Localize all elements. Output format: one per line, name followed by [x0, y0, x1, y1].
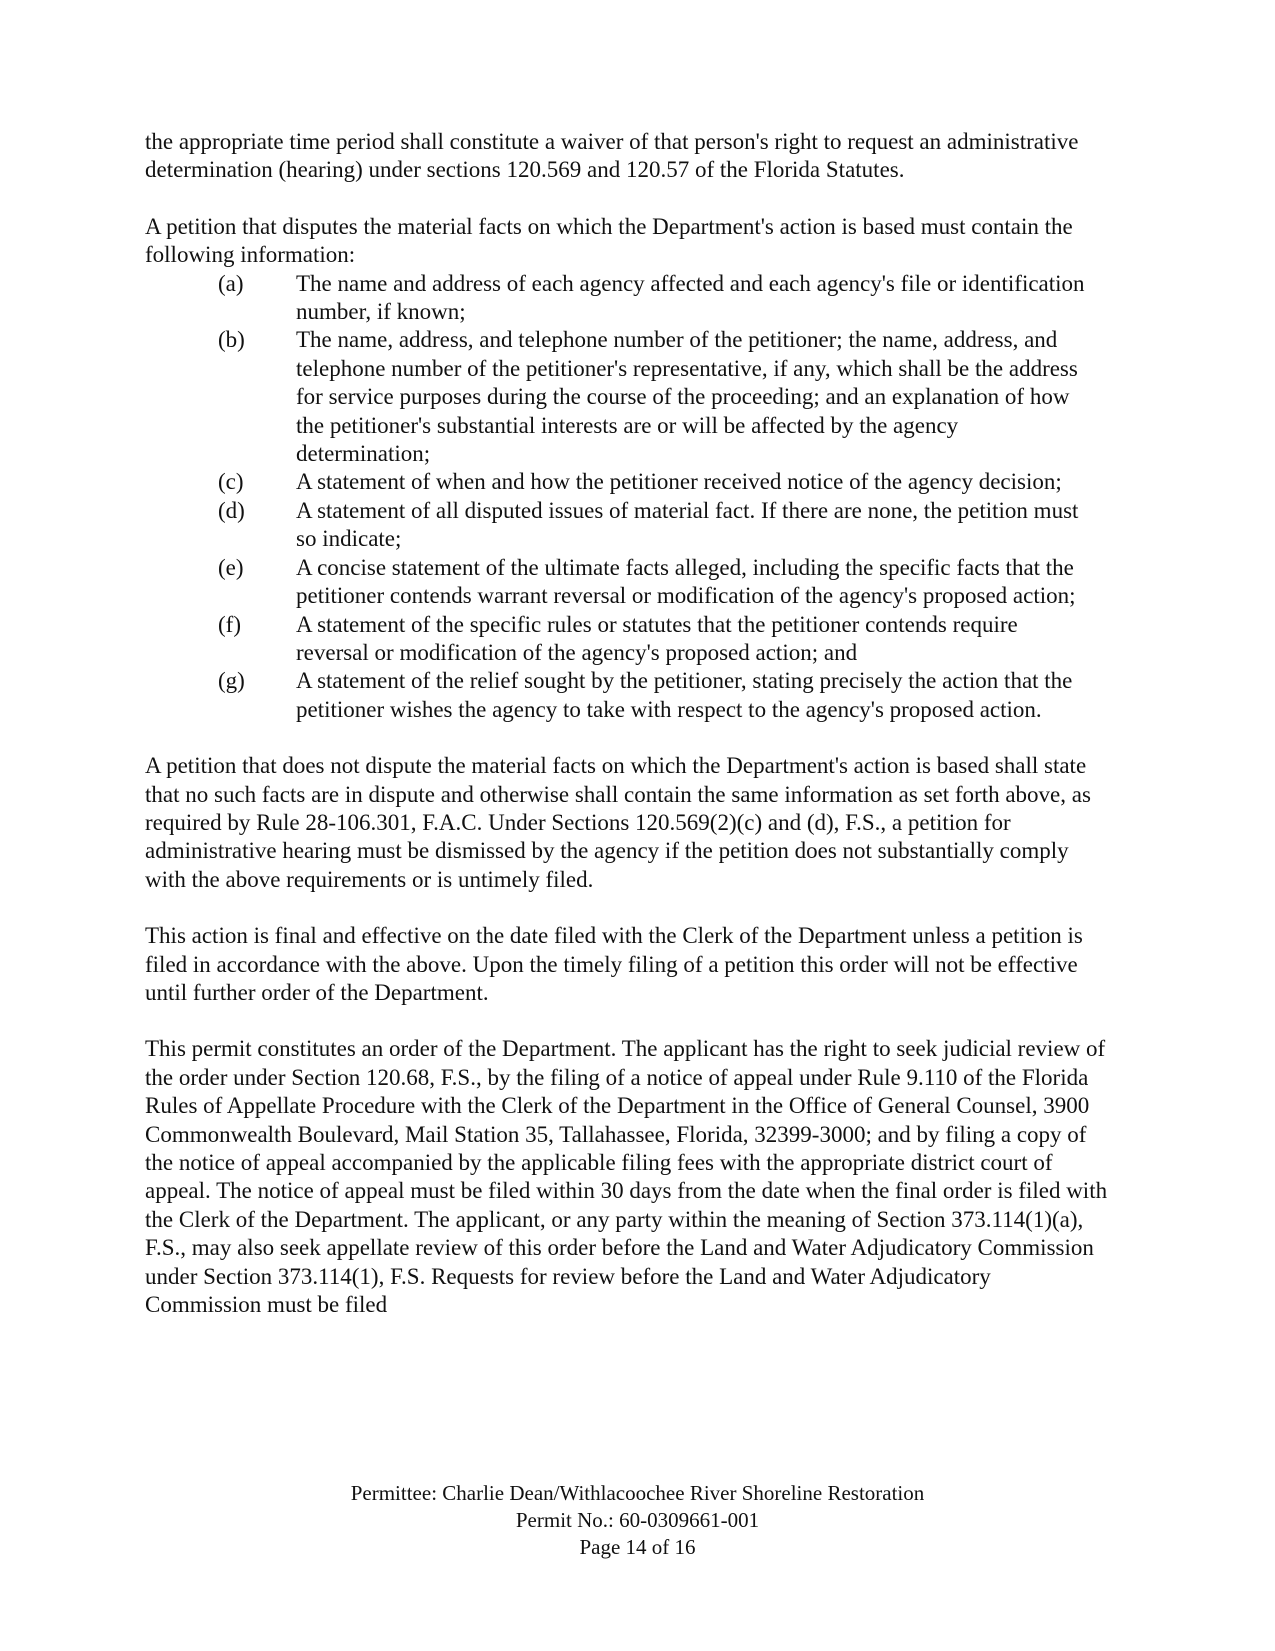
list-item-text: The name and address of each agency affected and each agency's file or identification number, if known;	[296, 270, 1085, 325]
footer-page-number: Page 14 of 16	[579, 1535, 696, 1559]
list-item-text: A statement of the relief sought by the petitioner, stating precisely the action that the petitioner wishes the agency to take with respect to the agency's proposed action.	[296, 668, 1073, 722]
list-item-letter: (a)	[218, 270, 244, 296]
list-item-letter: (b)	[218, 327, 245, 353]
list-item-letter: (e)	[218, 554, 244, 580]
paragraph-petition-requirements: A petition that disputes the material facts on which the Department's action is based must contain the following information:	[145, 213, 1073, 268]
paragraph-judicial-review: This permit constitutes an order of the Department. The applicant has the right to seek judicial review of the order under Section 120.68, F.S., by the filing of a notice of appeal under Rule 9.110 of the Florida Rules of Appellate Procedure with the Clerk of the Department in the Office of General Counsel, 3900 Commonwealth Boulevard, Mail Station 35, Tallahassee, Florida, 32399-3000; and by filing a copy of the notice of appeal accompanied by the applicable filing fees with the appropriate district court of appeal. The notice of appeal must be filed within 30 days from the date when the final order is filed with the Clerk of the Department. The applicant, or any party within the meaning of Section 373.114(1)(a), F.S., may also seek appellate review of this order before the Land and Water Adjudicatory Commission under Section 373.114(1), F.S. Requests for review before the Land and Water Adjudicatory Commission must be filed	[145, 1036, 1108, 1318]
list-item	[145, 326, 1110, 468]
footer-permittee: Permittee: Charlie Dean/Withlacoochee River Shoreline Restoration	[350, 1481, 925, 1505]
list-item-letter: (c)	[218, 469, 244, 495]
list-item-letter: (f)	[218, 611, 241, 637]
list-item-letter: (d)	[218, 497, 245, 523]
footer-permit-number: Permit No.: 60-0309661-001	[515, 1508, 760, 1532]
list-item-text: A concise statement of the ultimate facts alleged, including the specific facts that the petitioner contends warrant reversal or modification of the agency's proposed action;	[296, 554, 1076, 609]
list-item-text: A statement of all disputed issues of material fact. If there are none, the petition must so indicate;	[296, 497, 1079, 552]
list-item	[145, 270, 1110, 327]
list-item-text: A statement of the specific rules or statutes that the petitioner contends require reversal or modification of the agency's proposed action; and	[296, 611, 1018, 665]
list-item-text: The name, address, and telephone number of the petitioner; the name, address, and telephone number of the petitioner's representative, if any, which shall be the address for service purposes during the course of the proceeding; and an explanation of how the petitioner's substantial interests are or will be affected by the agency determination;	[296, 327, 1078, 467]
list-item	[145, 611, 1110, 668]
list-item-letter: (g)	[218, 668, 245, 694]
page-footer	[0, 1480, 1275, 1561]
list-item	[145, 497, 1110, 554]
document-body	[145, 128, 1110, 1347]
list-item-text: A statement of when and how the petitioner received notice of the agency decision;	[296, 469, 1062, 495]
list-item	[145, 667, 1110, 724]
paragraph-undisputed-facts: A petition that does not dispute the material facts on which the Department's action is based shall state that no such facts are in dispute and otherwise shall contain the same information as set forth above, as required by Rule 28-106.301, F.A.C. Under Sections 120.569(2)(c) and (d), F.S., a petition for administrative hearing must be dismissed by the agency if the petition does not substantially comply with the above requirements or is untimely filed.	[145, 753, 1091, 892]
paragraph-waiver: the appropriate time period shall constitute a waiver of that person's right to request an administrative determination (hearing) under sections 120.569 and 120.57 of the Florida Statutes.	[145, 129, 1079, 183]
paragraph-final-action: This action is final and effective on the date filed with the Clerk of the Department unless a petition is filed in accordance with the above. Upon the timely filing of a petition this order will not be effective until further order of the Department.	[145, 923, 1083, 1005]
list-item	[145, 468, 1110, 496]
petition-criteria-list	[145, 270, 1110, 725]
list-item	[145, 554, 1110, 611]
